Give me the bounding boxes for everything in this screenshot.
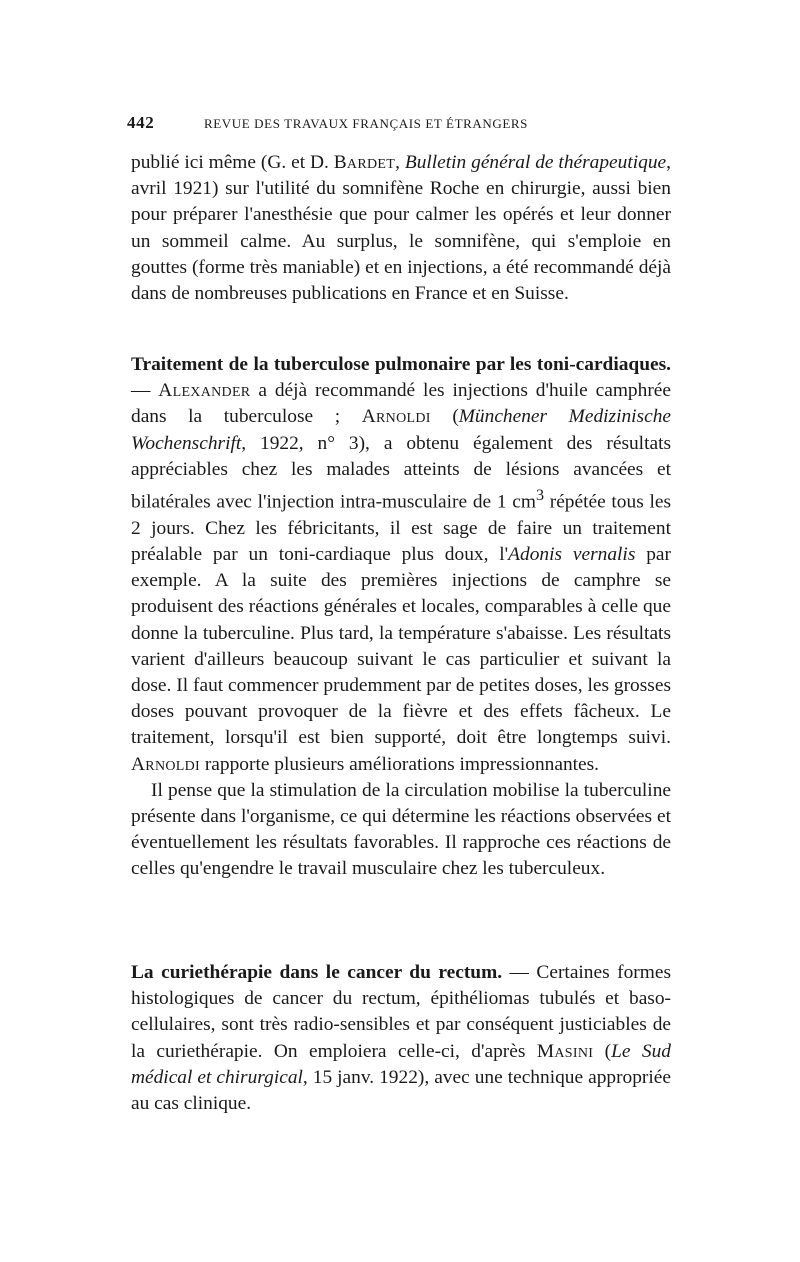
running-title: REVUE DES TRAVAUX FRANÇAIS ET ÉTRANGERS xyxy=(204,116,529,131)
section-heading: La curiethérapie dans le cancer du rectum. xyxy=(131,962,503,983)
section-somnifene xyxy=(131,150,671,307)
author-name: Arnoldi xyxy=(361,406,431,428)
author-name: Alexander xyxy=(158,380,251,402)
author-name: Masini xyxy=(536,1040,594,1062)
journal-title: Münchener Medizinische Wochenschrift xyxy=(131,406,671,454)
section-curietherapie xyxy=(131,960,671,1117)
paragraph: Traitement de la tuberculose pulmonaire par les toni-cardiaques. — Alexander a déjà recommandé les injections d'huile camphrée dans la tuberculose ; Arnoldi (Münchener Medizinische Wochenschrift, 1922, n° 3), a obtenu également des résultats appréciables chez les malades atteints de lésions avancées et bilatérales avec l'injection intra-musculaire de 1 $cm^3$ répétée tous les 2 jours. Chez les fébricitants, il est sage de faire un traitement préalable par un toni-cardiaque plus doux, l'Adonis vernalis par exemple. A la suite des premières injections de camphre se produisent des réactions générales et locales, comparables à celle que donne la tuberculine. Plus tard, la température s'abaisse. Les résultats varient d'ailleurs beaucoup suivant le cas particulier et suivant la dose. Il faut commencer prudemment par de petites doses, les grosses doses pouvant provoquer de la fièvre et des effets fâcheux. Le traitement, lorsqu'il est bien supporté, doit être longtemps suivi. Arnoldi rapporte plusieurs améliorations impressionnantes. xyxy=(131,354,671,775)
paragraph: La curiethérapie dans le cancer du rectum. — Certaines formes histologiques de cancer du rectum, épithéliomas tubulés et baso-cellulaires, sont très radio-sensibles et par conséquent justiciables de la curiethérapie. On emploiera celle-ci, d'après Masini (Le Sud médical et chirurgical, 15 janv. 1922), avec une technique appropriée au cas clinique. xyxy=(131,962,671,1115)
author-name: Bardet xyxy=(333,152,396,173)
plant-name: Adonis vernalis xyxy=(508,543,636,565)
paragraph: publié ici même (G. et D. Bardet, Bulletin général de thérapeutique, avril 1921) sur l'utilité du somnifène Roche en chirurgie, aussi bien pour préparer l'anesthésie que pour calmer les opérés et leur donner un sommeil calme. Au surplus, le somnifène, qui s'emploie en gouttes (forme très maniable) et en injections, a été recommandé déjà dans de nombreuses publications en France et en Suisse. xyxy=(131,152,671,305)
author-name: Arnoldi xyxy=(131,753,200,775)
section-tuberculose xyxy=(131,352,671,883)
paragraph: Il pense que la stimulation de la circulation mobilise la tuberculine présente dans l'organisme, ce qui détermine les réactions observées et éventuellement les résultats favorables. Il rapproche ces réactions de celles qu'engendre le travail musculaire chez les tuberculeux. xyxy=(131,779,671,880)
journal-title: Le Sud médical et chirurgical xyxy=(131,1040,671,1088)
journal-title: Bulletin général de thérapeutique xyxy=(404,152,667,173)
section-heading: Traitement de la tuberculose pulmonaire par les toni-cardiaques. xyxy=(131,354,671,375)
page-number: 442 xyxy=(127,113,155,132)
